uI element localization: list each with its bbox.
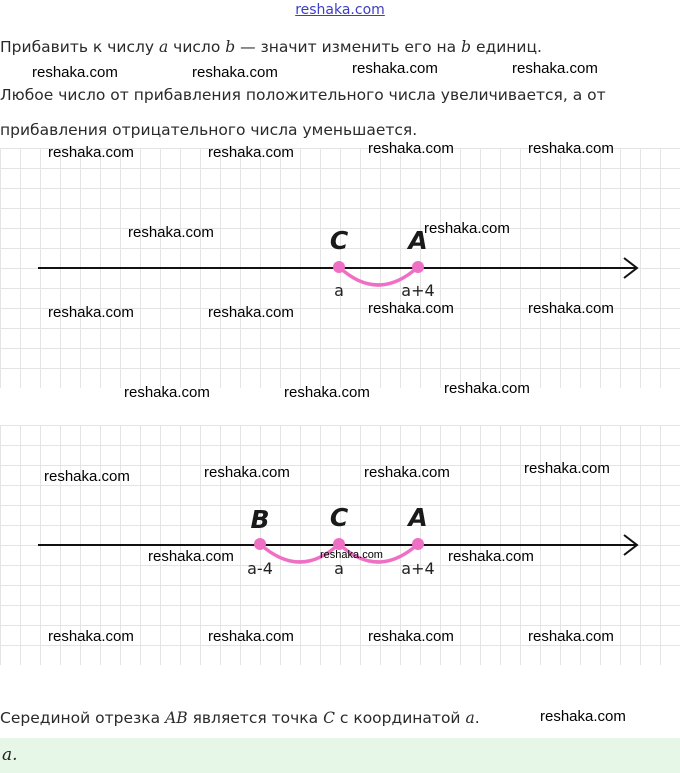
point-label-c: a bbox=[334, 281, 344, 300]
point-name-c: C bbox=[329, 226, 349, 255]
text-part-2: является точка bbox=[187, 709, 324, 727]
watermark: reshaka.com bbox=[148, 548, 234, 565]
point-label-a: a+4 bbox=[401, 559, 435, 578]
watermark: reshaka.com bbox=[512, 60, 598, 77]
point-name-a: A bbox=[408, 503, 428, 532]
paragraph-line-1 bbox=[0, 38, 542, 56]
point-a bbox=[412, 538, 424, 550]
var-b-2: b bbox=[461, 38, 472, 56]
watermark: reshaka.com bbox=[128, 224, 214, 241]
watermark: reshaka.com bbox=[528, 300, 614, 317]
answer-box bbox=[0, 738, 680, 773]
watermark: reshaka.com bbox=[524, 460, 610, 477]
watermark: reshaka.com bbox=[284, 384, 370, 401]
point-label-b: a-4 bbox=[247, 559, 273, 578]
watermark: reshaka.com bbox=[368, 140, 454, 157]
text-part-1: Серединой отрезка bbox=[0, 709, 166, 727]
point-a bbox=[412, 261, 424, 273]
var-c: C bbox=[323, 709, 335, 727]
number-line-diagram-1 bbox=[0, 148, 680, 388]
watermark: reshaka.com bbox=[540, 708, 626, 725]
watermark: reshaka.com bbox=[352, 60, 438, 77]
point-label-c: a bbox=[334, 559, 344, 578]
watermark: reshaka.com bbox=[48, 304, 134, 321]
paragraph-line-3: прибавления отрицательного числа уменьшается. bbox=[0, 121, 418, 139]
var-a: a bbox=[158, 38, 169, 56]
text-part-3: с координатой bbox=[334, 709, 466, 727]
watermark: reshaka.com bbox=[448, 548, 534, 565]
watermark: reshaka.com bbox=[48, 144, 134, 161]
var-ab: AB bbox=[165, 709, 188, 727]
point-name-b: B bbox=[250, 505, 270, 534]
var-b: b bbox=[225, 38, 236, 56]
watermark: reshaka.com bbox=[444, 380, 530, 397]
point-name-a: A bbox=[408, 226, 428, 255]
watermark: reshaka.com bbox=[208, 628, 294, 645]
point-name-c: C bbox=[329, 503, 349, 532]
watermark: reshaka.com bbox=[192, 64, 278, 81]
conclusion-line bbox=[0, 709, 480, 727]
site-link[interactable]: reshaka.com bbox=[295, 2, 385, 18]
point-b bbox=[254, 538, 266, 550]
watermark: reshaka.com bbox=[32, 64, 118, 81]
watermark: reshaka.com bbox=[528, 140, 614, 157]
text-mid-1: число bbox=[168, 38, 226, 56]
watermark: reshaka.com bbox=[208, 304, 294, 321]
watermark: reshaka.com bbox=[364, 464, 450, 481]
watermark-small: reshaka.com bbox=[320, 549, 383, 561]
text-prefix: Прибавить к числу bbox=[0, 38, 159, 56]
text-mid-2: — значит изменить его на bbox=[235, 38, 462, 56]
watermark: reshaka.com bbox=[204, 464, 290, 481]
point-c bbox=[333, 261, 345, 273]
watermark: reshaka.com bbox=[44, 468, 130, 485]
text-suffix: единиц. bbox=[471, 38, 542, 56]
text-part-4: . bbox=[474, 709, 480, 727]
watermark: reshaka.com bbox=[368, 300, 454, 317]
watermark: reshaka.com bbox=[48, 628, 134, 645]
watermark: reshaka.com bbox=[208, 144, 294, 161]
answer-value: a. bbox=[2, 745, 18, 765]
watermark: reshaka.com bbox=[424, 220, 510, 237]
paragraph-line-2: Любое число от прибавления положительного числа увеличивается, а от bbox=[0, 86, 606, 104]
watermark: reshaka.com bbox=[124, 384, 210, 401]
watermark: reshaka.com bbox=[528, 628, 614, 645]
watermark: reshaka.com bbox=[368, 628, 454, 645]
point-label-a: a+4 bbox=[401, 281, 435, 300]
var-a: a bbox=[465, 709, 475, 727]
